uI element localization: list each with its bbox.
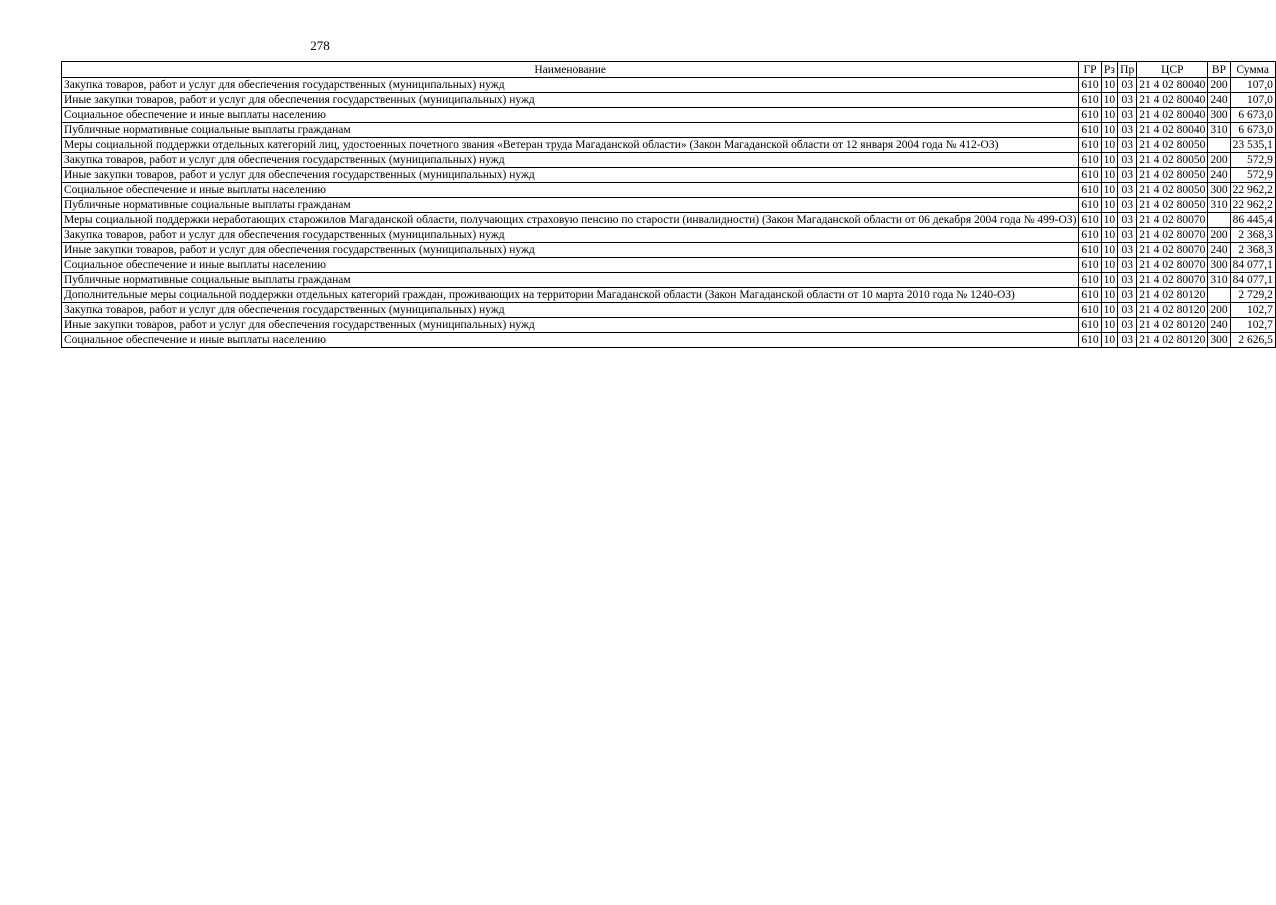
row-gr: 610 <box>1079 168 1101 183</box>
table-row <box>62 303 1276 318</box>
row-name: Дополнительные меры социальной поддержки отдельных категорий граждан, проживающих на территории Магаданской области (Закон Магаданской области от 10 марта 2010 года № 1240-ОЗ) <box>62 288 1079 303</box>
row-rz: 10 <box>1101 333 1118 348</box>
row-sum: 23 535,1 <box>1230 138 1275 153</box>
table-row <box>62 123 1276 138</box>
row-rz: 10 <box>1101 228 1118 243</box>
row-pr: 03 <box>1118 258 1137 273</box>
row-name: Социальное обеспечение и иные выплаты населению <box>62 108 1079 123</box>
row-vr: 300 <box>1208 333 1230 348</box>
row-rz: 10 <box>1101 123 1118 138</box>
row-vr: 200 <box>1208 228 1230 243</box>
row-pr: 03 <box>1118 168 1137 183</box>
table-row <box>62 183 1276 198</box>
row-csr: 21 4 02 80070 <box>1137 243 1208 258</box>
row-pr: 03 <box>1118 318 1137 333</box>
row-name: Закупка товаров, работ и услуг для обеспечения государственных (муниципальных) нужд <box>62 228 1079 243</box>
row-name: Социальное обеспечение и иные выплаты населению <box>62 258 1079 273</box>
header-vr: ВР <box>1208 62 1230 78</box>
row-vr: 240 <box>1208 243 1230 258</box>
row-sum: 2 626,5 <box>1230 333 1275 348</box>
row-gr: 610 <box>1079 153 1101 168</box>
row-gr: 610 <box>1079 258 1101 273</box>
header-csr: ЦСР <box>1137 62 1208 78</box>
row-pr: 03 <box>1118 108 1137 123</box>
row-vr: 310 <box>1208 198 1230 213</box>
table-row <box>62 318 1276 333</box>
row-rz: 10 <box>1101 258 1118 273</box>
table-row <box>62 258 1276 273</box>
row-rz: 10 <box>1101 318 1118 333</box>
row-csr: 21 4 02 80040 <box>1137 78 1208 93</box>
row-csr: 21 4 02 80040 <box>1137 123 1208 138</box>
header-rz: Рз <box>1101 62 1118 78</box>
header-pr: Пр <box>1118 62 1137 78</box>
header-gr: ГР <box>1079 62 1101 78</box>
row-pr: 03 <box>1118 273 1137 288</box>
row-sum: 86 445,4 <box>1230 213 1275 228</box>
row-vr: 240 <box>1208 93 1230 108</box>
row-gr: 610 <box>1079 273 1101 288</box>
row-vr: 300 <box>1208 108 1230 123</box>
row-vr: 200 <box>1208 153 1230 168</box>
row-csr: 21 4 02 80070 <box>1137 228 1208 243</box>
row-name: Публичные нормативные социальные выплаты гражданам <box>62 198 1079 213</box>
row-sum: 2 368,3 <box>1230 228 1275 243</box>
row-csr: 21 4 02 80120 <box>1137 333 1208 348</box>
row-sum: 107,0 <box>1230 78 1275 93</box>
row-name: Иные закупки товаров, работ и услуг для обеспечения государственных (муниципальных) нужд <box>62 243 1079 258</box>
row-gr: 610 <box>1079 243 1101 258</box>
row-gr: 610 <box>1079 228 1101 243</box>
row-csr: 21 4 02 80040 <box>1137 108 1208 123</box>
row-vr: 310 <box>1208 273 1230 288</box>
row-csr: 21 4 02 80050 <box>1137 183 1208 198</box>
row-gr: 610 <box>1079 93 1101 108</box>
row-sum: 102,7 <box>1230 303 1275 318</box>
table-row <box>62 273 1276 288</box>
row-rz: 10 <box>1101 138 1118 153</box>
row-pr: 03 <box>1118 138 1137 153</box>
row-gr: 610 <box>1079 138 1101 153</box>
row-rz: 10 <box>1101 153 1118 168</box>
row-pr: 03 <box>1118 303 1137 318</box>
row-gr: 610 <box>1079 123 1101 138</box>
row-csr: 21 4 02 80070 <box>1137 213 1208 228</box>
row-rz: 10 <box>1101 273 1118 288</box>
row-name: Иные закупки товаров, работ и услуг для обеспечения государственных (муниципальных) нужд <box>62 168 1079 183</box>
row-pr: 03 <box>1118 123 1137 138</box>
header-name: Наименование <box>62 62 1079 78</box>
row-pr: 03 <box>1118 153 1137 168</box>
row-rz: 10 <box>1101 183 1118 198</box>
row-sum: 2 368,3 <box>1230 243 1275 258</box>
table-row <box>62 228 1276 243</box>
row-rz: 10 <box>1101 213 1118 228</box>
table-header-row <box>62 62 1276 78</box>
row-gr: 610 <box>1079 183 1101 198</box>
row-gr: 610 <box>1079 108 1101 123</box>
row-gr: 610 <box>1079 288 1101 303</box>
row-sum: 6 673,0 <box>1230 123 1275 138</box>
row-csr: 21 4 02 80120 <box>1137 318 1208 333</box>
row-sum: 84 077,1 <box>1230 258 1275 273</box>
row-pr: 03 <box>1118 198 1137 213</box>
table-row <box>62 213 1276 228</box>
row-gr: 610 <box>1079 303 1101 318</box>
row-vr: 240 <box>1208 168 1230 183</box>
row-rz: 10 <box>1101 288 1118 303</box>
row-sum: 22 962,2 <box>1230 198 1275 213</box>
row-sum: 22 962,2 <box>1230 183 1275 198</box>
table-row <box>62 198 1276 213</box>
row-sum: 2 729,2 <box>1230 288 1275 303</box>
row-sum: 572,9 <box>1230 168 1275 183</box>
row-csr: 21 4 02 80070 <box>1137 273 1208 288</box>
row-name: Закупка товаров, работ и услуг для обеспечения государственных (муниципальных) нужд <box>62 153 1079 168</box>
row-csr: 21 4 02 80040 <box>1137 93 1208 108</box>
row-vr: 310 <box>1208 123 1230 138</box>
row-sum: 102,7 <box>1230 318 1275 333</box>
row-vr: 300 <box>1208 258 1230 273</box>
row-gr: 610 <box>1079 78 1101 93</box>
row-vr <box>1208 213 1230 228</box>
row-vr <box>1208 138 1230 153</box>
row-pr: 03 <box>1118 243 1137 258</box>
row-csr: 21 4 02 80120 <box>1137 303 1208 318</box>
row-name: Социальное обеспечение и иные выплаты населению <box>62 333 1079 348</box>
budget-table <box>61 61 1276 348</box>
row-pr: 03 <box>1118 228 1137 243</box>
table-row <box>62 93 1276 108</box>
row-sum: 107,0 <box>1230 93 1275 108</box>
row-gr: 610 <box>1079 333 1101 348</box>
row-vr: 300 <box>1208 183 1230 198</box>
row-rz: 10 <box>1101 243 1118 258</box>
row-csr: 21 4 02 80050 <box>1137 168 1208 183</box>
row-name: Иные закупки товаров, работ и услуг для обеспечения государственных (муниципальных) нужд <box>62 93 1079 108</box>
table-row <box>62 138 1276 153</box>
row-name: Меры социальной поддержки неработающих старожилов Магаданской области, получающих страховую пенсию по старости (инвалидности) (Закон Магаданской области от 06 декабря 2004 года № 499-ОЗ) <box>62 213 1079 228</box>
table-row <box>62 168 1276 183</box>
row-pr: 03 <box>1118 93 1137 108</box>
header-sum: Сумма <box>1230 62 1275 78</box>
row-name: Меры социальной поддержки отдельных категорий лиц, удостоенных почетного звания «Ветеран труда Магаданской области» (Закон Магаданской области от 12 января 2004 года № 412-ОЗ) <box>62 138 1079 153</box>
row-rz: 10 <box>1101 198 1118 213</box>
row-csr: 21 4 02 80050 <box>1137 138 1208 153</box>
row-vr: 200 <box>1208 303 1230 318</box>
row-pr: 03 <box>1118 288 1137 303</box>
page-number: 278 <box>310 38 330 53</box>
table-row <box>62 288 1276 303</box>
row-sum: 572,9 <box>1230 153 1275 168</box>
row-rz: 10 <box>1101 78 1118 93</box>
row-name: Закупка товаров, работ и услуг для обеспечения государственных (муниципальных) нужд <box>62 78 1079 93</box>
row-name: Публичные нормативные социальные выплаты гражданам <box>62 123 1079 138</box>
row-pr: 03 <box>1118 333 1137 348</box>
row-pr: 03 <box>1118 183 1137 198</box>
row-name: Закупка товаров, работ и услуг для обеспечения государственных (муниципальных) нужд <box>62 303 1079 318</box>
row-vr: 200 <box>1208 78 1230 93</box>
row-gr: 610 <box>1079 318 1101 333</box>
table-row <box>62 108 1276 123</box>
table-row <box>62 78 1276 93</box>
row-csr: 21 4 02 80050 <box>1137 198 1208 213</box>
row-rz: 10 <box>1101 93 1118 108</box>
row-rz: 10 <box>1101 303 1118 318</box>
table-row <box>62 153 1276 168</box>
row-gr: 610 <box>1079 198 1101 213</box>
row-sum: 6 673,0 <box>1230 108 1275 123</box>
row-csr: 21 4 02 80050 <box>1137 153 1208 168</box>
row-pr: 03 <box>1118 78 1137 93</box>
row-csr: 21 4 02 80120 <box>1137 288 1208 303</box>
row-gr: 610 <box>1079 213 1101 228</box>
row-rz: 10 <box>1101 108 1118 123</box>
row-vr: 240 <box>1208 318 1230 333</box>
row-rz: 10 <box>1101 168 1118 183</box>
row-name: Иные закупки товаров, работ и услуг для обеспечения государственных (муниципальных) нужд <box>62 318 1079 333</box>
row-csr: 21 4 02 80070 <box>1137 258 1208 273</box>
row-name: Социальное обеспечение и иные выплаты населению <box>62 183 1079 198</box>
row-sum: 84 077,1 <box>1230 273 1275 288</box>
row-vr <box>1208 288 1230 303</box>
table-row <box>62 333 1276 348</box>
table-row <box>62 243 1276 258</box>
row-name: Публичные нормативные социальные выплаты гражданам <box>62 273 1079 288</box>
row-pr: 03 <box>1118 213 1137 228</box>
